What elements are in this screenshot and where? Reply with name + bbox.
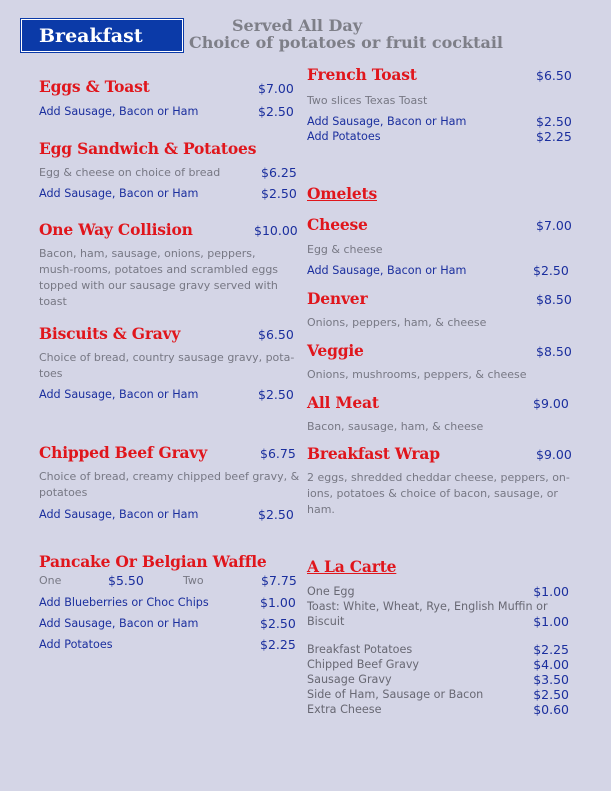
french-toast-add-meat-price: $2.50 xyxy=(536,114,572,129)
one-way-collision-desc: Bacon, ham, sausage, onions, peppers, mush-rooms, potatoes and scrambled eggs topped with our sausage gravy served with toast xyxy=(39,247,279,308)
denver-price: $8.50 xyxy=(536,292,572,307)
eggs-toast-add-price: $2.50 xyxy=(258,104,294,119)
item-price: $2.25 xyxy=(533,642,569,657)
veggie-price: $8.50 xyxy=(536,344,572,359)
chipped-beef-price: $6.75 xyxy=(260,446,296,461)
pancake-two-label: Two xyxy=(183,574,204,587)
all-meat-title: All Meat xyxy=(307,393,379,412)
egg-sandwich-add-price: $2.50 xyxy=(261,186,297,201)
pancake-add-meat-price: $2.50 xyxy=(260,616,296,631)
item-price: $4.00 xyxy=(533,657,569,672)
french-toast-add-potatoes: Add Potatoes xyxy=(307,130,381,143)
cheese-desc: Egg & cheese xyxy=(307,243,383,256)
denver-desc: Onions, peppers, ham, & cheese xyxy=(307,316,487,329)
cheese-price: $7.00 xyxy=(536,218,572,233)
pancake-add-potatoes: Add Potatoes xyxy=(39,638,113,651)
egg-sandwich-price: $6.25 xyxy=(261,165,297,180)
item-price: $1.00 xyxy=(533,584,569,599)
cheese-add-meat: Add Sausage, Bacon or Ham xyxy=(307,264,467,277)
veggie-desc: Onions, mushrooms, peppers, & cheese xyxy=(307,368,527,381)
a-la-carte-heading: A La Carte xyxy=(307,557,397,576)
biscuits-gravy-title: Biscuits & Gravy xyxy=(39,324,181,343)
item-price: $0.60 xyxy=(533,702,569,717)
chipped-beef-desc: Choice of bread, creamy chipped beef gravy, & potatoes xyxy=(39,470,300,499)
breakfast-wrap-desc: 2 eggs, shredded cheddar cheese, peppers, on-ions, potatoes & choice of bacon, sausage, or ham. xyxy=(307,471,570,516)
all-meat-price: $9.00 xyxy=(533,396,569,411)
item-price: $1.00 xyxy=(533,614,569,629)
eggs-toast-price: $7.00 xyxy=(258,81,294,96)
eggs-toast-title: Eggs & Toast xyxy=(39,77,150,96)
one-way-collision-title: One Way Collision xyxy=(39,220,193,239)
breakfast-wrap-title: Breakfast Wrap xyxy=(307,444,440,463)
pancake-waffle-title: Pancake Or Belgian Waffle xyxy=(39,552,267,571)
denver-title: Denver xyxy=(307,289,368,308)
one-way-collision-price: $10.00 xyxy=(254,223,298,238)
pancake-add-potatoes-price: $2.25 xyxy=(260,637,296,652)
biscuits-gravy-add: Add Sausage, Bacon or Ham xyxy=(39,388,199,401)
egg-sandwich-title: Egg Sandwich & Potatoes xyxy=(39,139,257,158)
cheese-title: Cheese xyxy=(307,215,368,234)
eggs-toast-add: Add Sausage, Bacon or Ham xyxy=(39,105,199,118)
french-toast-add-potatoes-price: $2.25 xyxy=(536,129,572,144)
item-price: $2.50 xyxy=(533,687,569,702)
biscuits-gravy-desc: Choice of bread, country sausage gravy, pota-toes xyxy=(39,351,295,380)
french-toast-desc: Two slices Texas Toast xyxy=(307,94,428,107)
chipped-beef-add: Add Sausage, Bacon or Ham xyxy=(39,508,199,521)
list-item xyxy=(307,599,569,614)
served-all-day: Served All Day xyxy=(232,16,363,35)
egg-sandwich-add: Add Sausage, Bacon or Ham xyxy=(39,187,199,200)
french-toast-price: $6.50 xyxy=(536,68,572,83)
list-item xyxy=(307,702,569,717)
list-item xyxy=(307,657,569,672)
list-item xyxy=(307,687,569,702)
pancake-one-price: $5.50 xyxy=(108,573,144,588)
list-item xyxy=(307,584,569,599)
veggie-title: Veggie xyxy=(307,341,364,360)
list-item xyxy=(307,672,569,687)
biscuits-gravy-add-price: $2.50 xyxy=(258,387,294,402)
item-name: Biscuit xyxy=(307,615,345,628)
item-name: Breakfast Potatoes xyxy=(307,643,413,656)
potatoes-or-fruit-note: Choice of potatoes or fruit cocktail xyxy=(189,33,503,52)
item-name: Toast: White, Wheat, Rye, English Muffin or xyxy=(307,600,548,613)
chipped-beef-title: Chipped Beef Gravy xyxy=(39,443,208,462)
item-name: Sausage Gravy xyxy=(307,673,392,686)
item-name: Extra Cheese xyxy=(307,703,382,716)
breakfast-badge: Breakfast xyxy=(21,19,183,52)
a-la-carte-list xyxy=(307,584,569,717)
cheese-add-meat-price: $2.50 xyxy=(533,263,569,278)
item-name: Chipped Beef Gravy xyxy=(307,658,420,671)
biscuits-gravy-price: $6.50 xyxy=(258,327,294,342)
pancake-add-meat: Add Sausage, Bacon or Ham xyxy=(39,617,199,630)
list-item xyxy=(307,642,569,657)
chipped-beef-add-price: $2.50 xyxy=(258,507,294,522)
omelets-heading: Omelets xyxy=(307,184,377,203)
item-name: Side of Ham, Sausage or Bacon xyxy=(307,688,484,701)
french-toast-title: French Toast xyxy=(307,65,417,84)
pancake-add-blueberries: Add Blueberries or Choc Chips xyxy=(39,596,209,609)
item-price: $3.50 xyxy=(533,672,569,687)
list-item xyxy=(307,614,569,629)
all-meat-desc: Bacon, sausage, ham, & cheese xyxy=(307,420,484,433)
item-name: One Egg xyxy=(307,585,355,598)
pancake-add-blueberries-price: $1.00 xyxy=(260,595,296,610)
french-toast-add-meat: Add Sausage, Bacon or Ham xyxy=(307,115,467,128)
pancake-two-price: $7.75 xyxy=(261,573,297,588)
egg-sandwich-desc: Egg & cheese on choice of bread xyxy=(39,166,221,179)
pancake-one-label: One xyxy=(39,574,62,587)
breakfast-wrap-price: $9.00 xyxy=(536,447,572,462)
